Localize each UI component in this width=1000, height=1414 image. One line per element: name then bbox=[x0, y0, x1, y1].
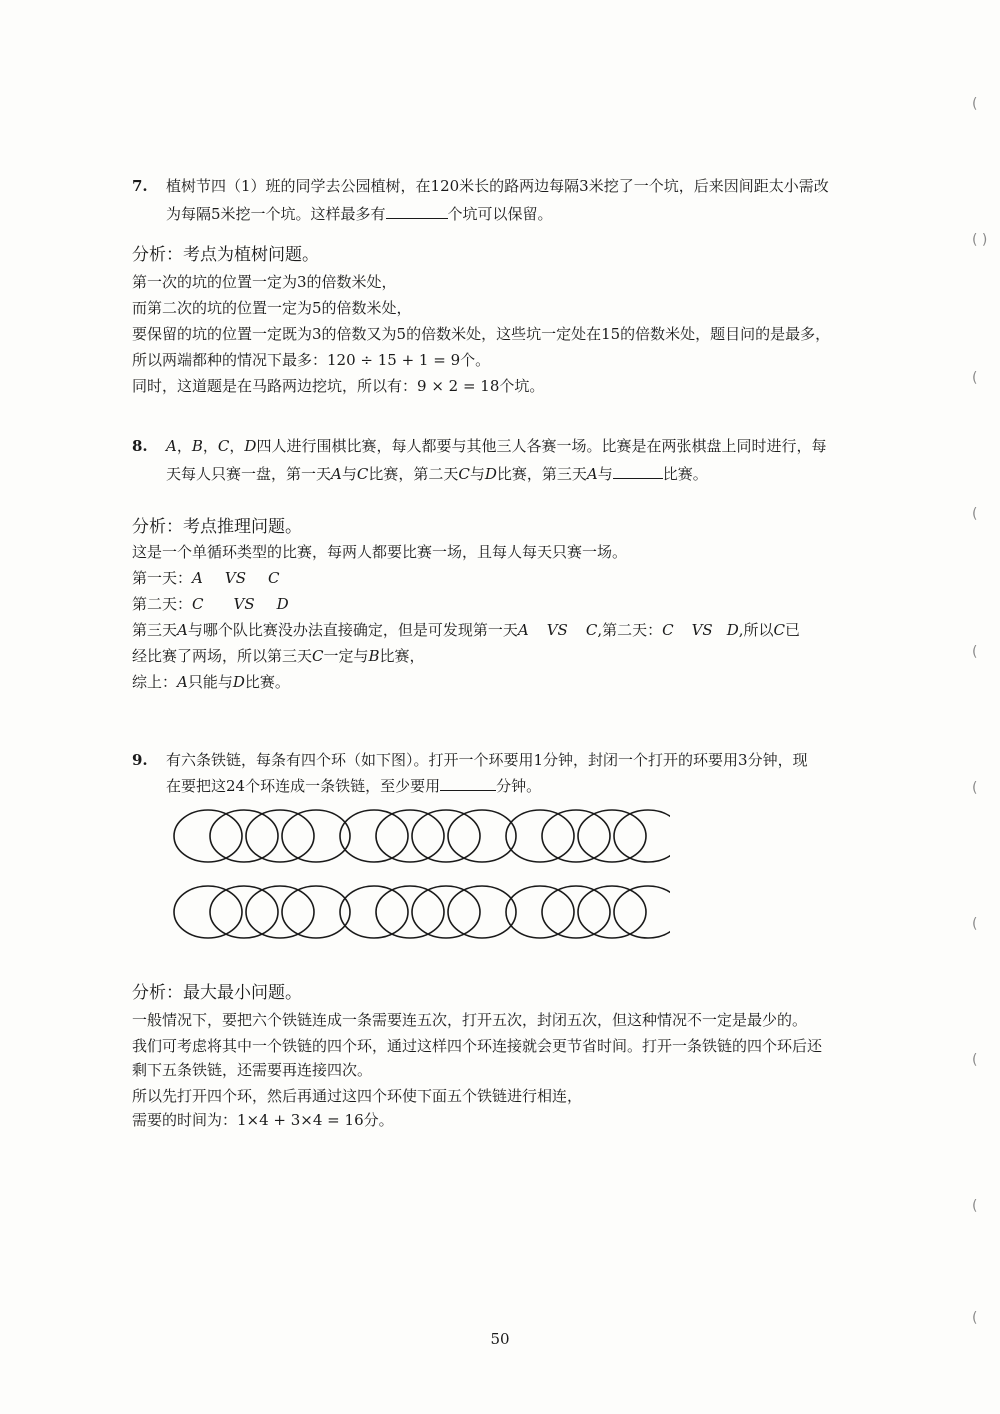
analysis-9-line-4: 所以先打开四个环，然后再通过这四个环使下面五个铁链进行相连， bbox=[132, 1087, 583, 1105]
var-a: A bbox=[166, 437, 177, 455]
chain-ring bbox=[174, 810, 242, 862]
question-9-line-2 bbox=[166, 776, 541, 796]
text: 综上： bbox=[132, 673, 178, 691]
var-c: C bbox=[662, 621, 674, 639]
analysis-9-line-3: 剩下五条铁链，还需要再连接四次。 bbox=[132, 1061, 373, 1079]
text: 天每人只赛一盘，第一天 bbox=[166, 465, 332, 483]
chain-ring bbox=[210, 810, 278, 862]
var-d: D bbox=[244, 437, 257, 455]
text: 已 bbox=[784, 621, 800, 639]
var-c: C bbox=[585, 621, 598, 639]
analysis-7-line-5: 同时，这道题是在马路两边挖坑，所以有：9 × 2 = 18个坑。 bbox=[132, 377, 545, 395]
chain bbox=[506, 810, 670, 862]
text: ,第二天： bbox=[597, 621, 663, 639]
analysis-title-7: 分析：考点为植树问题。 bbox=[132, 245, 319, 265]
chain-ring bbox=[246, 886, 314, 938]
margin-mark: ( bbox=[972, 644, 978, 660]
question-8-number: 8. bbox=[132, 437, 148, 455]
vs-label: VS bbox=[691, 621, 713, 639]
chain-ring bbox=[246, 810, 314, 862]
analysis-8-line-5 bbox=[132, 646, 425, 666]
var-c: C bbox=[356, 465, 369, 483]
margin-mark: ( ) bbox=[972, 232, 988, 248]
chain-ring bbox=[614, 886, 670, 938]
var-b: B bbox=[191, 437, 203, 455]
answer-blank bbox=[440, 776, 496, 791]
var-c: C bbox=[312, 647, 324, 665]
analysis-7-line-3: 要保留的坑的位置一定既为3的倍数又为5的倍数米处，这些坑一定处在15的倍数米处，题目问的是最多， bbox=[132, 325, 831, 343]
margin-mark: ( bbox=[972, 96, 978, 112]
margin-mark: ( bbox=[972, 780, 978, 796]
margin-mark: ( bbox=[972, 370, 978, 386]
var-c: C bbox=[192, 595, 204, 613]
var-d: D bbox=[484, 465, 497, 483]
vs-label: VS bbox=[233, 595, 255, 613]
analysis-title-9: 分析：最大最小问题。 bbox=[132, 983, 302, 1003]
vs-label: VS bbox=[546, 621, 568, 639]
var-d: D bbox=[276, 595, 289, 613]
day-label: 第二天： bbox=[132, 595, 193, 613]
margin-mark: ( bbox=[972, 916, 978, 932]
var-c: C bbox=[458, 465, 470, 483]
chain bbox=[340, 810, 516, 862]
chain-ring bbox=[542, 810, 610, 862]
question-7-line-1: 植树节四（1）班的同学去公园植树，在120米长的路两边每隔3米挖了一个坑，后来因间距太小需改 bbox=[166, 177, 829, 195]
question-7-text-end: 个坑可以保留。 bbox=[447, 205, 553, 223]
chain bbox=[506, 886, 670, 938]
var-c: C bbox=[773, 621, 785, 639]
comma: ， bbox=[229, 437, 245, 455]
text: 比赛， bbox=[379, 647, 425, 665]
answer-blank bbox=[386, 204, 448, 219]
question-9-number: 9. bbox=[132, 751, 148, 769]
var-a: A bbox=[192, 569, 203, 587]
text: 与 bbox=[341, 465, 357, 483]
var-b: B bbox=[368, 647, 380, 665]
chain-ring bbox=[542, 886, 610, 938]
question-8-line-1 bbox=[166, 436, 826, 456]
text: 只能与 bbox=[187, 673, 233, 691]
var-a: A bbox=[177, 621, 188, 639]
chain bbox=[174, 810, 350, 862]
analysis-8-line-1: 这是一个单循环类型的比赛，每两人都要比赛一场，且每人每天只赛一场。 bbox=[132, 543, 628, 561]
text: 比赛，第二天 bbox=[368, 465, 459, 483]
text: 比赛。 bbox=[244, 673, 290, 691]
analysis-8-day-1 bbox=[132, 568, 279, 588]
analysis-9-line-5: 需要的时间为：1×4 + 3×4 = 16分。 bbox=[132, 1111, 394, 1129]
page-number: 50 bbox=[490, 1330, 510, 1348]
chain bbox=[340, 886, 516, 938]
question-8-line-2 bbox=[166, 464, 708, 484]
question-7-line-2 bbox=[166, 204, 553, 224]
text: 与 bbox=[469, 465, 485, 483]
margin-mark: ( bbox=[972, 506, 978, 522]
chain-ring bbox=[376, 810, 444, 862]
text: ,所以 bbox=[738, 621, 774, 639]
analysis-7-line-1: 第一次的坑的位置一定为3的倍数米处， bbox=[132, 273, 397, 291]
analysis-9-line-1: 一般情况下，要把六个铁链连成一条需要连五次，打开五次，封闭五次，但这种情况不一定是最少的。 bbox=[132, 1011, 808, 1029]
question-9-text-end: 分钟。 bbox=[496, 777, 542, 795]
chain-ring bbox=[578, 886, 646, 938]
question-7-number: 7. bbox=[132, 177, 148, 195]
iron-chains-figure bbox=[170, 800, 670, 950]
var-c: C bbox=[217, 437, 230, 455]
question-7-text: 为每隔5米挖一个坑。这样最多有 bbox=[166, 205, 386, 223]
text: 与 bbox=[597, 465, 613, 483]
chain-ring bbox=[412, 810, 480, 862]
question-9-text: 在要把这24个环连成一条铁链，至少要用 bbox=[166, 777, 441, 795]
text: 经比赛了两场，所以第三天 bbox=[132, 647, 313, 665]
text: 第三天 bbox=[132, 621, 178, 639]
chain-ring bbox=[614, 810, 670, 862]
chain bbox=[174, 886, 350, 938]
text: 与哪个队比赛没办法直接确定，但是可发现第一天 bbox=[187, 621, 518, 639]
margin-mark: ( bbox=[972, 1310, 978, 1326]
var-c: C bbox=[267, 569, 280, 587]
var-d: D bbox=[232, 673, 245, 691]
comma: ， bbox=[202, 437, 218, 455]
chain-ring bbox=[210, 886, 278, 938]
question-8-text: 四人进行围棋比赛，每人都要与其他三人各赛一场。比赛是在两张棋盘上同时进行，每 bbox=[256, 437, 827, 455]
analysis-title-8: 分析：考点推理问题。 bbox=[132, 517, 302, 537]
var-a: A bbox=[331, 465, 342, 483]
analysis-7-line-4: 所以两端都种的情况下最多：120 ÷ 15 + 1 = 9个。 bbox=[132, 351, 491, 369]
var-d: D bbox=[726, 621, 739, 639]
analysis-8-line-6 bbox=[132, 672, 290, 692]
comma: ， bbox=[176, 437, 192, 455]
chain-ring bbox=[412, 886, 480, 938]
analysis-8-line-4 bbox=[132, 620, 800, 640]
var-a: A bbox=[586, 465, 598, 483]
margin-mark: ( bbox=[972, 1198, 978, 1214]
var-a: A bbox=[177, 673, 188, 691]
chain-ring bbox=[376, 886, 444, 938]
var-a: A bbox=[517, 621, 529, 639]
question-9-line-1: 有六条铁链，每条有四个环（如下图）。打开一个环要用1分钟，封闭一个打开的环要用3分钟，现 bbox=[166, 751, 808, 769]
chain-ring bbox=[578, 810, 646, 862]
analysis-7-line-2: 而第二次的坑的位置一定为5的倍数米处， bbox=[132, 299, 412, 317]
chain-ring bbox=[174, 886, 242, 938]
text: 比赛。 bbox=[662, 465, 708, 483]
analysis-9-line-2: 我们可考虑将其中一个铁链的四个环，通过这样四个环连接就会更节省时间。打开一条铁链的四个环后还 bbox=[132, 1037, 823, 1055]
day-label: 第一天： bbox=[132, 569, 193, 587]
text: 比赛，第三天 bbox=[496, 465, 587, 483]
text: 一定与 bbox=[323, 647, 369, 665]
vs-label: VS bbox=[224, 569, 246, 587]
analysis-8-day-2 bbox=[132, 594, 289, 614]
answer-blank bbox=[613, 464, 663, 479]
margin-mark: ( bbox=[972, 1052, 978, 1068]
